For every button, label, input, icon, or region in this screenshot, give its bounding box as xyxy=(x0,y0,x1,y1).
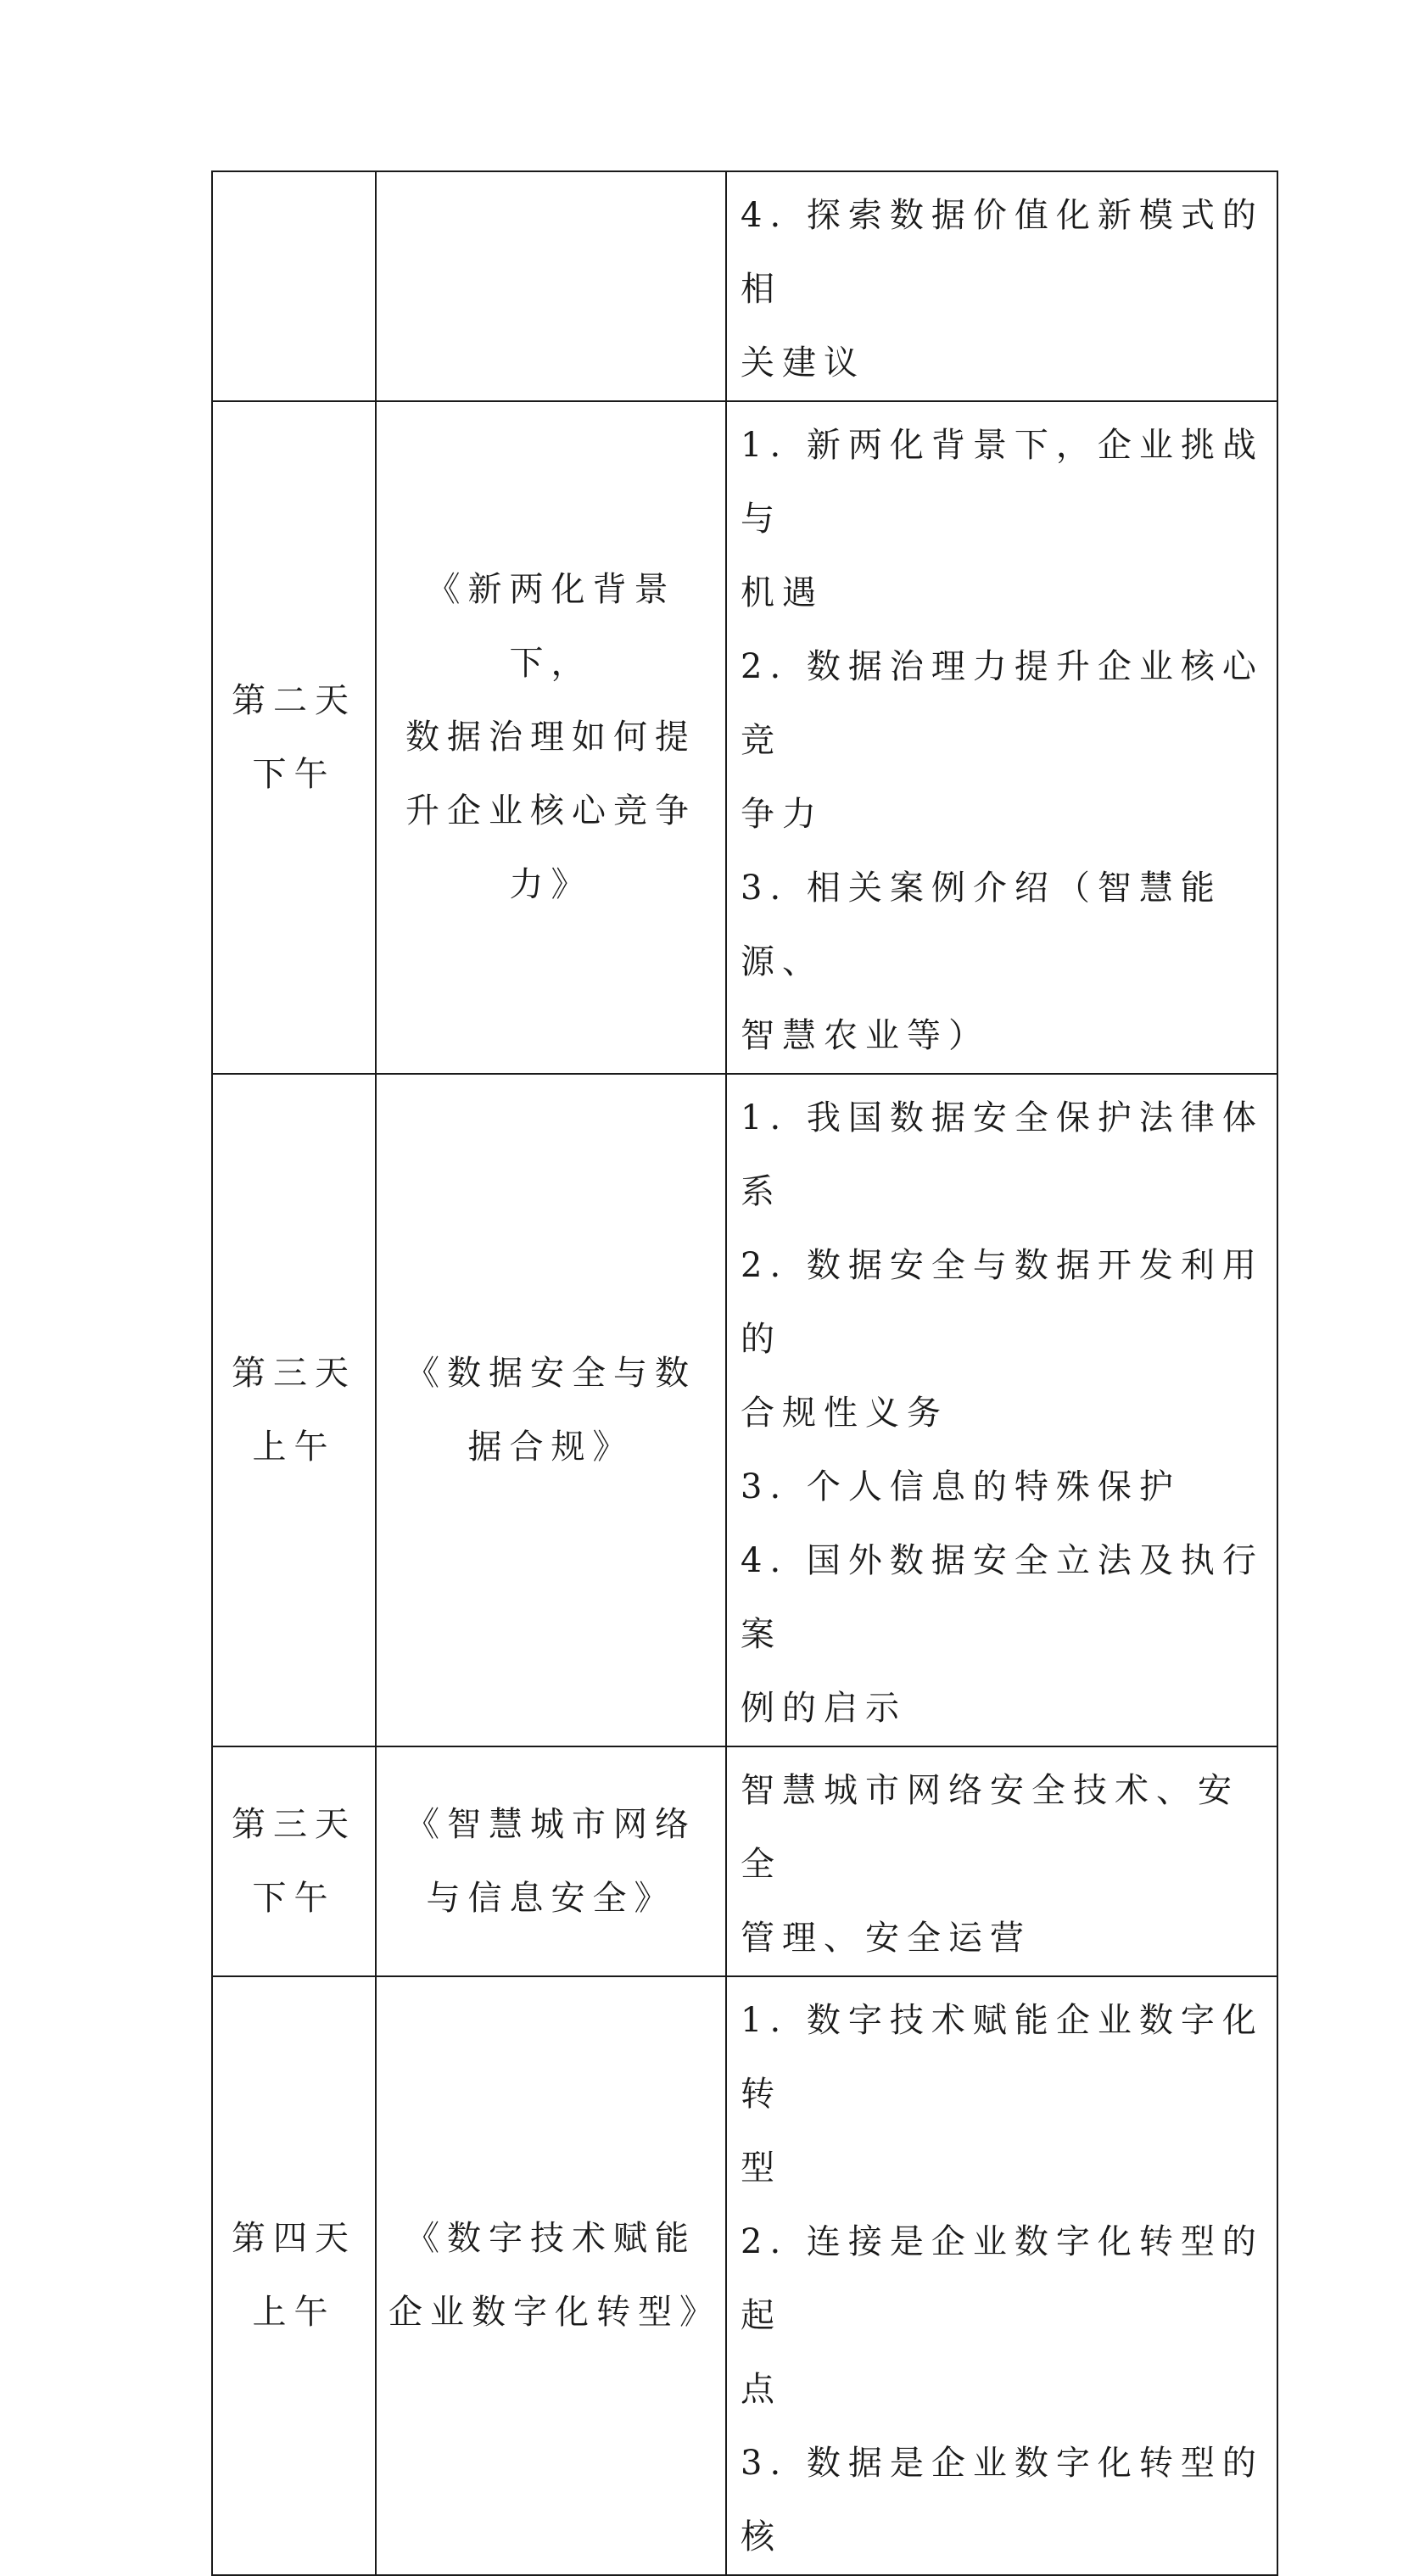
table-row xyxy=(212,401,1277,1074)
cell-line: 智慧城市网络安全技术、安全 xyxy=(741,1771,1239,1884)
content-cell xyxy=(726,171,1277,401)
cell-line: 升企业核心竞争 xyxy=(405,791,696,830)
cell-line: 争力 xyxy=(741,795,824,834)
schedule-body xyxy=(212,171,1277,2575)
cell-line: 企业数字化转型》 xyxy=(388,2293,721,2332)
cell-line: 3. 个人信息的特殊保护 xyxy=(741,1467,1181,1506)
cell-line: 第三天 xyxy=(232,1353,356,1393)
cell-line: 据合规》 xyxy=(467,1427,634,1467)
day-cell xyxy=(212,1976,376,2575)
cell-line: 1. 数字技术赋能企业数字化转 xyxy=(741,2001,1264,2114)
cell-line: 管理、安全运营 xyxy=(741,1919,1031,1958)
content-cell xyxy=(726,1976,1277,2575)
cell-line: 《智慧城市网络 xyxy=(405,1804,696,1844)
cell-line: 点 xyxy=(741,2370,782,2409)
cell-line: 《数据安全与数 xyxy=(405,1353,696,1393)
cell-line: 1. 新两化背景下，企业挑战与 xyxy=(741,426,1264,539)
day-cell xyxy=(212,401,376,1074)
cell-line: 2. 连接是企业数字化转型的起 xyxy=(741,2222,1264,2335)
content-cell xyxy=(726,1074,1277,1746)
schedule-table xyxy=(211,170,1278,2576)
table-row xyxy=(212,171,1277,401)
cell-line: 4. 探索数据价值化新模式的相 xyxy=(741,196,1264,309)
topic-cell xyxy=(376,1746,726,1976)
cell-line: 机遇 xyxy=(741,573,824,612)
cell-line: 与信息安全》 xyxy=(426,1878,676,1918)
cell-line: 合规性义务 xyxy=(741,1394,948,1433)
content-cell xyxy=(726,1746,1277,1976)
topic-cell xyxy=(376,1976,726,2575)
cell-line: 3. 数据是企业数字化转型的核 xyxy=(741,2444,1264,2556)
cell-line: 数据治理如何提 xyxy=(405,718,696,757)
day-cell xyxy=(212,1074,376,1746)
cell-line: 4. 国外数据安全立法及执行案 xyxy=(741,1541,1264,1654)
cell-line: 下午 xyxy=(252,754,336,794)
cell-line: 2. 数据治理力提升企业核心竞 xyxy=(741,647,1264,760)
cell-line: 关建议 xyxy=(741,344,865,383)
cell-line: 上午 xyxy=(252,2293,336,2332)
cell-line: 第四天 xyxy=(232,2219,356,2258)
topic-cell xyxy=(376,401,726,1074)
cell-line: 下午 xyxy=(252,1878,336,1918)
cell-line: 上午 xyxy=(252,1427,336,1467)
cell-line: 《新两化背景下， xyxy=(426,570,676,683)
topic-cell xyxy=(376,1074,726,1746)
cell-line: 第二天 xyxy=(232,680,356,720)
table-row xyxy=(212,1074,1277,1746)
cell-line: 《数字技术赋能 xyxy=(405,2219,696,2258)
table-row xyxy=(212,1976,1277,2575)
cell-line: 例的启示 xyxy=(741,1689,907,1728)
cell-line: 2. 数据安全与数据开发利用的 xyxy=(741,1246,1264,1359)
cell-line: 力》 xyxy=(509,865,593,904)
day-cell xyxy=(212,171,376,401)
cell-line: 3. 相关案例介绍（智慧能源、 xyxy=(741,869,1222,981)
day-cell xyxy=(212,1746,376,1976)
cell-line: 1. 我国数据安全保护法律体系 xyxy=(741,1098,1264,1211)
topic-cell xyxy=(376,171,726,401)
content-cell xyxy=(726,401,1277,1074)
table-row xyxy=(212,1746,1277,1976)
cell-line: 型 xyxy=(741,2149,782,2188)
cell-line: 第三天 xyxy=(232,1804,356,1844)
cell-line: 智慧农业等） xyxy=(741,1016,990,1055)
